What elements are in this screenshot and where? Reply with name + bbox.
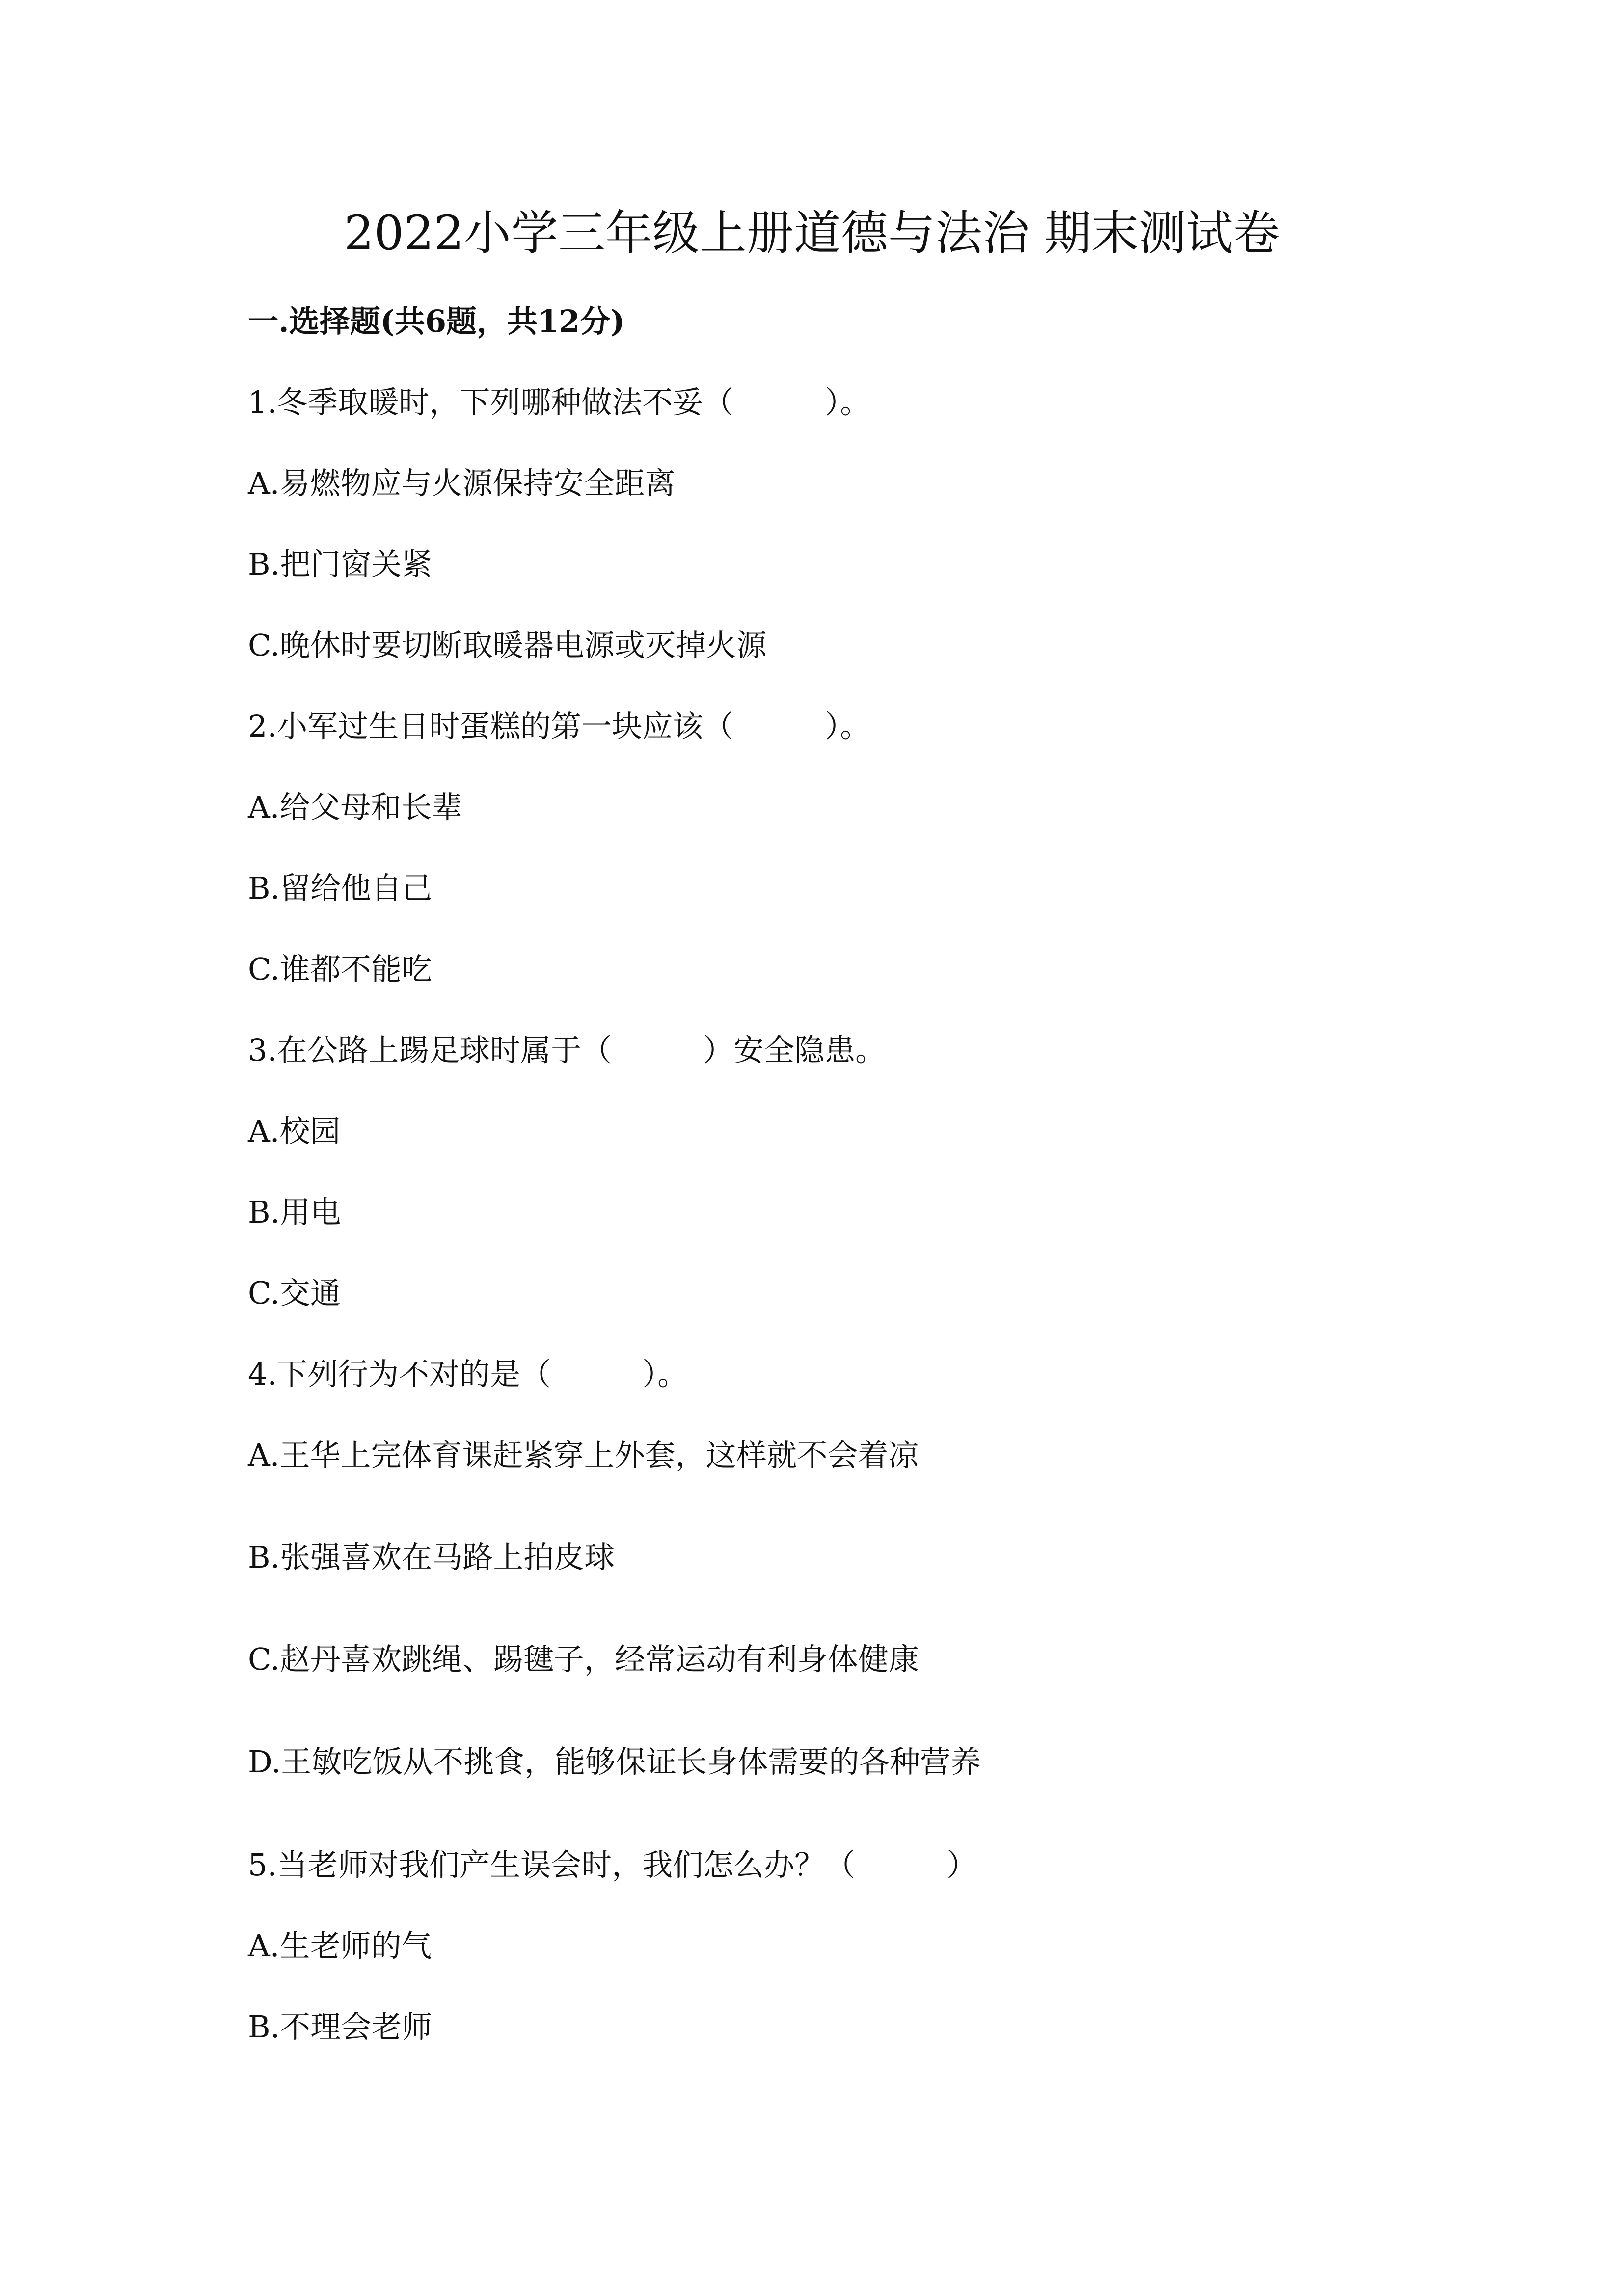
question-4-option-a: A.王华上完体育课赶紧穿上外套，这样就不会着凉 bbox=[248, 1437, 919, 1473]
question-4-option-c: C.赵丹喜欢跳绳、踢毽子，经常运动有利身体健康 bbox=[248, 1641, 919, 1677]
question-1-option-b: B.把门窗关紧 bbox=[248, 546, 433, 582]
question-2-stem: 2.小军过生日时蛋糕的第一块应该（ ）。 bbox=[248, 708, 871, 744]
question-3-stem: 3.在公路上踢足球时属于（ ）安全隐患。 bbox=[248, 1032, 886, 1068]
question-3-option-b: B.用电 bbox=[248, 1194, 341, 1230]
question-2-option-b: B.留给他自己 bbox=[248, 870, 433, 906]
question-3-option-a: A.校园 bbox=[248, 1113, 341, 1149]
question-5-stem: 5.当老师对我们产生误会时，我们怎么办？（ ） bbox=[248, 1847, 977, 1883]
page-title: 2022小学三年级上册道德与法治 期末测试卷 bbox=[344, 206, 1280, 261]
question-4-stem: 4.下列行为不对的是（ ）。 bbox=[248, 1356, 688, 1392]
question-4-option-d: D.王敏吃饭从不挑食，能够保证长身体需要的各种营养 bbox=[248, 1744, 981, 1780]
question-5-option-a: A.生老师的气 bbox=[248, 1928, 432, 1964]
question-2-option-c: C.谁都不能吃 bbox=[248, 951, 432, 987]
question-1-option-c: C.晚休时要切断取暖器电源或灭掉火源 bbox=[248, 627, 767, 663]
question-1-option-a: A.易燃物应与火源保持安全距离 bbox=[248, 465, 676, 501]
question-4-option-b: B.张强喜欢在马路上拍皮球 bbox=[248, 1539, 615, 1575]
question-1-stem: 1.冬季取暖时，下列哪种做法不妥（ ）。 bbox=[248, 384, 871, 420]
question-5-option-b: B.不理会老师 bbox=[248, 2009, 433, 2045]
question-3-option-c: C.交通 bbox=[248, 1275, 341, 1311]
section-heading: 一.选择题(共6题，共12分) bbox=[248, 303, 625, 339]
question-2-option-a: A.给父母和长辈 bbox=[248, 789, 462, 825]
